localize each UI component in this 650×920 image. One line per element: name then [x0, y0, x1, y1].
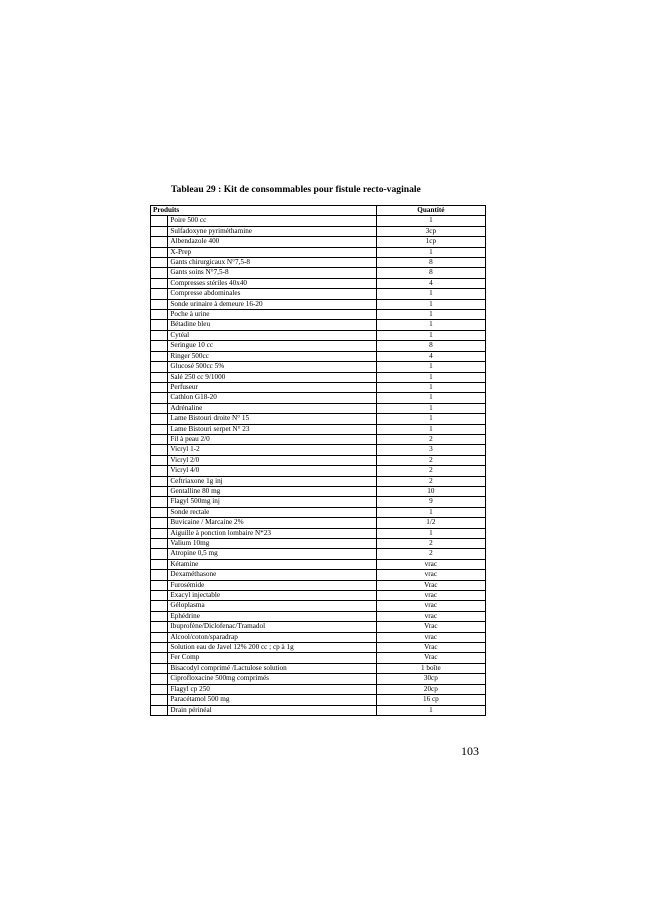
table-row — [151, 632, 486, 642]
consumables-table — [150, 205, 486, 716]
row-index-cell — [151, 622, 168, 632]
table-row — [151, 310, 486, 320]
table-row — [151, 674, 486, 684]
table-row — [151, 486, 486, 496]
row-index-cell — [151, 289, 168, 299]
product-cell: Ringer 500cc — [168, 351, 376, 361]
quantity-cell: Vrac — [376, 580, 485, 590]
row-index-cell — [151, 216, 168, 226]
product-cell: Gants chirurgicaux N°7,5-8 — [168, 258, 376, 268]
product-cell: Flagyl cp 250 — [168, 684, 376, 694]
quantity-cell: 1 — [376, 299, 485, 309]
quantity-cell: 1 — [376, 528, 485, 538]
product-cell: Compresses stériles 40x40 — [168, 278, 376, 288]
product-cell: Alcool/coton/sparadrap — [168, 632, 376, 642]
table-row — [151, 299, 486, 309]
table-row — [151, 591, 486, 601]
product-cell: Buvicaine / Marcaine 2% — [168, 518, 376, 528]
row-index-cell — [151, 414, 168, 424]
table-row — [151, 258, 486, 268]
quantity-cell: 1 — [376, 362, 485, 372]
quantity-cell: 2 — [376, 455, 485, 465]
row-index-cell — [151, 601, 168, 611]
table-row — [151, 497, 486, 507]
table-row — [151, 434, 486, 444]
quantity-cell: 1 — [376, 320, 485, 330]
table-row — [151, 455, 486, 465]
table-row — [151, 226, 486, 236]
quantity-cell: 1 — [376, 216, 485, 226]
product-cell: Exacyl injectable — [168, 591, 376, 601]
product-cell: Sulfadoxyne pyriméthamine — [168, 226, 376, 236]
product-cell: Kétamine — [168, 559, 376, 569]
quantity-cell: 4 — [376, 278, 485, 288]
quantity-cell: 1 — [376, 507, 485, 517]
product-cell: Gentalline 80 mg — [168, 486, 376, 496]
product-cell: Fil à peau 2/0 — [168, 434, 376, 444]
header-quantity: Quantité — [376, 206, 485, 216]
row-index-cell — [151, 684, 168, 694]
product-cell: Drain périnéal — [168, 705, 376, 715]
table-row — [151, 476, 486, 486]
quantity-cell: 4 — [376, 351, 485, 361]
row-index-cell — [151, 549, 168, 559]
row-index-cell — [151, 611, 168, 621]
row-index-cell — [151, 268, 168, 278]
product-cell: Furosémide — [168, 580, 376, 590]
product-cell: Cytéal — [168, 330, 376, 340]
quantity-cell: 8 — [376, 258, 485, 268]
table-row — [151, 414, 486, 424]
table-body — [151, 216, 486, 716]
table-row — [151, 216, 486, 226]
table-caption: Tableau 29 : Kit de consommables pour fistule recto-vaginale — [171, 184, 421, 195]
quantity-cell: 1/2 — [376, 518, 485, 528]
product-cell: Albendazole 400 — [168, 237, 376, 247]
quantity-cell: 10 — [376, 486, 485, 496]
table-row — [151, 695, 486, 705]
row-index-cell — [151, 299, 168, 309]
product-cell: Vicryl 4/0 — [168, 466, 376, 476]
product-cell: Dexaméthasone — [168, 570, 376, 580]
table-row — [151, 601, 486, 611]
quantity-cell: 1 — [376, 310, 485, 320]
product-cell: Flagyl 500mg inj — [168, 497, 376, 507]
quantity-cell: Vrac — [376, 643, 485, 653]
row-index-cell — [151, 497, 168, 507]
product-cell: Valium 10mg — [168, 539, 376, 549]
table-row — [151, 549, 486, 559]
product-cell: Lame Bistouri droite N° 15 — [168, 414, 376, 424]
table-row — [151, 643, 486, 653]
quantity-cell: vrac — [376, 632, 485, 642]
quantity-cell: 1 — [376, 414, 485, 424]
product-cell: Solution eau de Javel 12% 200 cc ; cp à 1g — [168, 643, 376, 653]
row-index-cell — [151, 591, 168, 601]
row-index-cell — [151, 403, 168, 413]
quantity-cell: 1 — [376, 330, 485, 340]
quantity-cell: 2 — [376, 434, 485, 444]
row-index-cell — [151, 486, 168, 496]
row-index-cell — [151, 663, 168, 673]
table-row — [151, 445, 486, 455]
product-cell: Perfuseur — [168, 382, 376, 392]
table-row — [151, 528, 486, 538]
row-index-cell — [151, 476, 168, 486]
header-products: Produits — [151, 206, 377, 216]
product-cell: Lame Bistouri serpet N° 23 — [168, 424, 376, 434]
quantity-cell: 8 — [376, 341, 485, 351]
page-number: 103 — [461, 744, 479, 758]
table-row — [151, 372, 486, 382]
row-index-cell — [151, 705, 168, 715]
row-index-cell — [151, 632, 168, 642]
row-index-cell — [151, 445, 168, 455]
table-row — [151, 289, 486, 299]
quantity-cell: vrac — [376, 601, 485, 611]
quantity-cell: 1cp — [376, 237, 485, 247]
quantity-cell: 3 — [376, 445, 485, 455]
row-index-cell — [151, 226, 168, 236]
quantity-cell: 3cp — [376, 226, 485, 236]
row-index-cell — [151, 455, 168, 465]
quantity-cell: 2 — [376, 476, 485, 486]
product-cell: Ceftriaxone 1g inj — [168, 476, 376, 486]
table-row — [151, 559, 486, 569]
product-cell: Salé 250 cc 9/1000 — [168, 372, 376, 382]
product-cell: Adrénaline — [168, 403, 376, 413]
row-index-cell — [151, 580, 168, 590]
quantity-cell: 1 — [376, 382, 485, 392]
table-row — [151, 518, 486, 528]
table-row — [151, 580, 486, 590]
quantity-cell: 2 — [376, 549, 485, 559]
product-cell: Bisacodyl comprimé /Lactulose solution — [168, 663, 376, 673]
row-index-cell — [151, 362, 168, 372]
row-index-cell — [151, 695, 168, 705]
table-row — [151, 424, 486, 434]
table-row — [151, 320, 486, 330]
product-cell: Paracétamol 500 mg — [168, 695, 376, 705]
product-cell: Bétadine bleu — [168, 320, 376, 330]
row-index-cell — [151, 507, 168, 517]
row-index-cell — [151, 258, 168, 268]
row-index-cell — [151, 278, 168, 288]
quantity-cell: 1 — [376, 424, 485, 434]
row-index-cell — [151, 341, 168, 351]
table-row — [151, 570, 486, 580]
table-row — [151, 341, 486, 351]
row-index-cell — [151, 643, 168, 653]
table-row — [151, 403, 486, 413]
table-row — [151, 466, 486, 476]
row-index-cell — [151, 237, 168, 247]
row-index-cell — [151, 559, 168, 569]
product-cell: Aiguille à ponction lombaire N*23 — [168, 528, 376, 538]
quantity-cell: 8 — [376, 268, 485, 278]
product-cell: Glucosé 500cc 5% — [168, 362, 376, 372]
quantity-cell: Vrac — [376, 622, 485, 632]
quantity-cell: vrac — [376, 559, 485, 569]
quantity-cell: Vrac — [376, 653, 485, 663]
product-cell: Vicryl 1-2 — [168, 445, 376, 455]
table-row — [151, 653, 486, 663]
table-header-row — [151, 206, 486, 216]
quantity-cell: 1 — [376, 372, 485, 382]
product-cell: Géloplasma — [168, 601, 376, 611]
quantity-cell: 1 — [376, 247, 485, 257]
product-cell: Sonde rectale — [168, 507, 376, 517]
product-cell: Poche à urine — [168, 310, 376, 320]
row-index-cell — [151, 310, 168, 320]
product-cell: Compresse abdominales — [168, 289, 376, 299]
table-row — [151, 663, 486, 673]
quantity-cell: 2 — [376, 539, 485, 549]
quantity-cell: vrac — [376, 591, 485, 601]
row-index-cell — [151, 382, 168, 392]
row-index-cell — [151, 570, 168, 580]
table-row — [151, 393, 486, 403]
row-index-cell — [151, 330, 168, 340]
quantity-cell: 16 cp — [376, 695, 485, 705]
table-row — [151, 330, 486, 340]
row-index-cell — [151, 528, 168, 538]
row-index-cell — [151, 674, 168, 684]
row-index-cell — [151, 372, 168, 382]
product-cell: Vicryl 2/0 — [168, 455, 376, 465]
row-index-cell — [151, 351, 168, 361]
quantity-cell: 20cp — [376, 684, 485, 694]
table-row — [151, 268, 486, 278]
row-index-cell — [151, 247, 168, 257]
row-index-cell — [151, 539, 168, 549]
row-index-cell — [151, 320, 168, 330]
table-row — [151, 362, 486, 372]
quantity-cell: vrac — [376, 611, 485, 621]
product-cell: Gants soins N°7,5-8 — [168, 268, 376, 278]
row-index-cell — [151, 518, 168, 528]
table-row — [151, 507, 486, 517]
table-row — [151, 278, 486, 288]
table-row — [151, 351, 486, 361]
table-row — [151, 684, 486, 694]
product-cell: Ephédrine — [168, 611, 376, 621]
quantity-cell: 1 — [376, 289, 485, 299]
quantity-cell: 1 — [376, 403, 485, 413]
quantity-cell: vrac — [376, 570, 485, 580]
product-cell: Seringue 10 cc — [168, 341, 376, 351]
product-cell: Cathlon G18-20 — [168, 393, 376, 403]
product-cell: Fer Comp — [168, 653, 376, 663]
table-row — [151, 611, 486, 621]
table-row — [151, 382, 486, 392]
product-cell: Poire 500 cc — [168, 216, 376, 226]
product-cell: Ciprofloxacine 500mg comprimés — [168, 674, 376, 684]
quantity-cell: 1 — [376, 393, 485, 403]
table-row — [151, 237, 486, 247]
table-row — [151, 539, 486, 549]
product-cell: Atropine 0,5 mg — [168, 549, 376, 559]
quantity-cell: 9 — [376, 497, 485, 507]
product-cell: Ibuprofène/Diclofenac/Tramadol — [168, 622, 376, 632]
row-index-cell — [151, 653, 168, 663]
quantity-cell: 1 boîte — [376, 663, 485, 673]
table-row — [151, 247, 486, 257]
row-index-cell — [151, 466, 168, 476]
row-index-cell — [151, 393, 168, 403]
product-cell: X-Prep — [168, 247, 376, 257]
quantity-cell: 2 — [376, 466, 485, 476]
quantity-cell: 30cp — [376, 674, 485, 684]
table-row — [151, 705, 486, 715]
table-row — [151, 622, 486, 632]
product-cell: Sonde urinaire à demeure 16-20 — [168, 299, 376, 309]
row-index-cell — [151, 434, 168, 444]
row-index-cell — [151, 424, 168, 434]
quantity-cell: 1 — [376, 705, 485, 715]
